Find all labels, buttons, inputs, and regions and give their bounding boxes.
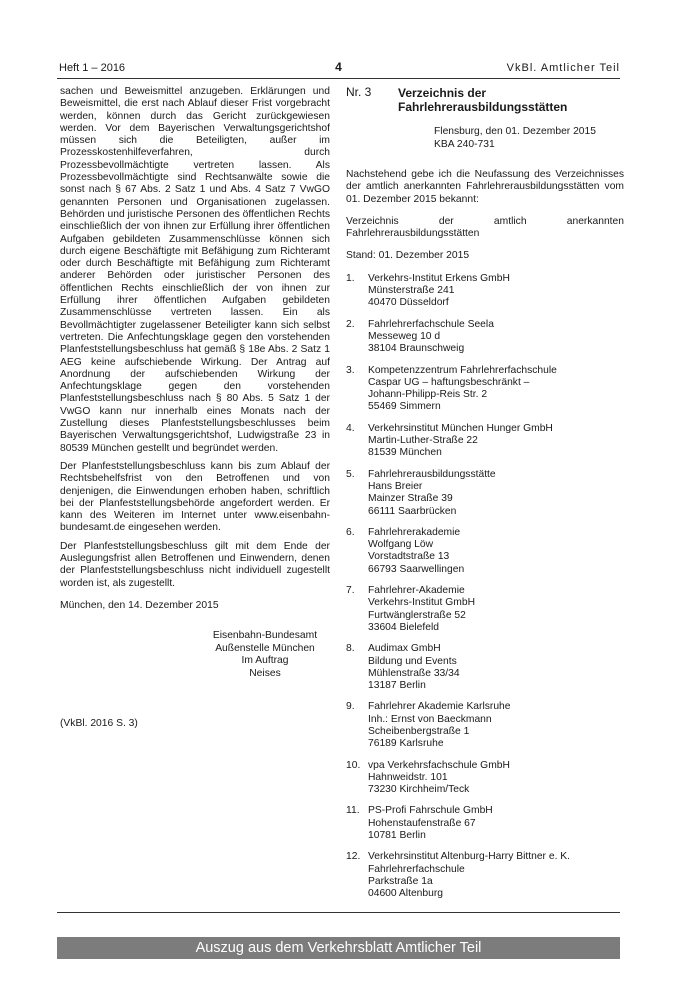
page-number: 4 [335, 60, 342, 74]
footer-banner: Auszug aus dem Verkehrsblatt Amtlicher Teil [57, 937, 620, 959]
list-item [346, 273, 624, 310]
list-item [346, 805, 624, 842]
address-line: Fahrlehrerausbildungsstätte [368, 468, 496, 480]
list-item-number: 11. [346, 805, 360, 817]
list-item-number: 2. [346, 318, 355, 330]
place-date-block [434, 126, 624, 151]
address-line: Hahnweidstr. 101 [368, 771, 448, 783]
address-line: Bildung und Events [368, 655, 457, 667]
address-line: 33604 Bielefeld [368, 621, 439, 633]
list-item [346, 365, 624, 414]
right-column [346, 86, 624, 910]
list-item [346, 760, 624, 797]
address-line: Mainzer Straße 39 [368, 493, 453, 505]
address-line: Parkstraße 1a [368, 875, 433, 887]
journal-name: VkBl. Amtlicher Teil [506, 62, 620, 74]
list-item [346, 527, 624, 576]
address-line: vpa Verkehrsfachschule GmbH [368, 759, 510, 771]
address-line: 66111 Saarbrücken [368, 505, 457, 517]
intro-text: Nachstehend gebe ich die Neufassung des Verzeichnisses der amtlich anerkannten Fahrlehrerausbildungsstätten vom 01. Dezember 2015 bekannt: [346, 169, 624, 205]
address-line: 40470 Düsseldorf [368, 297, 449, 309]
list-item-number: 9. [346, 701, 355, 713]
notice-heading [346, 86, 624, 116]
address-line: Hohenstaufenstraße 67 [368, 817, 476, 829]
list-item [346, 585, 624, 634]
list-item-number: 10. [346, 759, 361, 771]
address-line: Verkehrsinstitut München Hunger GmbH [368, 422, 553, 434]
address-line: Scheibenbergstraße 1 [368, 725, 470, 737]
signature-office: Außenstelle München [215, 642, 315, 654]
paragraph-1: sachen und Beweismittel anzugeben. Erklärungen und Beweismittel, die erst nach Ablauf dieser Frist vorgebracht werden, können durch das Gericht zurückgewiesen werden. Vor dem Bayerischen Verwaltungsgerichtshof müssen sich die Beteiligten, außer im Prozesskostenhilfeverfahren, durch Prozessbevollmächtigte vertreten lassen. Als Prozessbevollmächtigte sind Rechtsanwälte sowie die sonst nach § 67 Abs. 2 Satz 1 und Abs. 4 Satz 7 VwGO genannten Personen und Organisationen zugelassen. Behörden und juristische Personen des öffentlichen Rechts einschließlich der von ihnen zur Erfüllung ihrer öffentlichen Aufgaben gebildeten Zusammenschlüsse können sich durch eigene Beschäftigte mit Befähigung zum Richteramt oder durch Beschäftigte mit Befähigung zum Richteramt anderer Behörden oder juristischer Personen des öffentlichen Rechts einschließlich der von ihnen zur Erfüllung ihrer öffentlichen Aufgaben gebildeten Zusammenschlüsse vertreten lassen. Ein als Bevollmächtigter zugelassener Beteiligter kann sich selbst vertreten. Die Anfechtungsklage gegen den vorstehenden Planfeststellungsbeschluss hat gemäß § 18e Abs. 2 Satz 1 AEG keine aufschiebende Wirkung. Der Antrag auf Anordnung der aufschiebenden Wirkung der Anfechtungsklage gegen den vorstehenden Planfeststellungsbeschluss nach § 80 Abs. 5 Satz 1 der VwGO kann nur innerhalb eines Monats nach der Zustellung dieses Planfeststellungsbeschlusses beim Bayerischen Verwaltungsgerichtshof, Ludwigstraße 23 in 80539 München gestellt und begründet werden. [60, 86, 330, 454]
address-line: 76189 Karlsruhe [368, 738, 444, 750]
address-line: Fahrlehrerakademie [368, 526, 461, 538]
address-line: Fahrlehrer-Akademie [368, 585, 465, 597]
address-line: Furtwänglerstraße 52 [368, 609, 466, 621]
list-item [346, 851, 624, 900]
list-item-number: 12. [346, 851, 361, 863]
list-item [346, 469, 624, 518]
address-line: 10781 Berlin [368, 830, 426, 842]
address-line: 73230 Kirchheim/Teck [368, 784, 470, 796]
institution-list [346, 273, 624, 901]
address-line: 81539 München [368, 447, 442, 459]
address-line: PS-Profi Fahrschule GmbH [368, 805, 493, 817]
address-line: Verkehrsinstitut Altenburg-Harry Bittner e. K. [368, 851, 571, 863]
address-line: Inh.: Ernst von Baeckmann [368, 713, 492, 725]
footer-divider [57, 912, 620, 913]
paragraph-3: Der Planfeststellungsbeschluss gilt mit dem Ende der Auslegungsfrist allen Betroffenen und Einwendern, denen der Planfeststellungsbeschluss nicht individuell zugestellt worden ist, als zugestellt. [60, 540, 330, 589]
list-item-number: 5. [346, 468, 355, 480]
list-item-number: 7. [346, 585, 355, 597]
address-line: 66793 Saarwellingen [368, 563, 465, 575]
list-item [346, 701, 624, 750]
address-line: Verkehrs-Institut GmbH [368, 597, 476, 609]
address-line: Münsterstraße 241 [368, 285, 455, 297]
list-item-number: 6. [346, 526, 355, 538]
list-item-number: 1. [346, 272, 355, 284]
list-item [346, 643, 624, 692]
list-item-number: 3. [346, 364, 355, 376]
address-line: Verkehrs-Institut Erkens GmbH [368, 272, 510, 284]
address-line: 38104 Braunschweig [368, 343, 465, 355]
address-line: Caspar UG – haftungsbeschränkt – [368, 376, 530, 388]
address-line: Fahrlehrerfachschule Seela [368, 318, 494, 330]
address-line: Johann-Philipp-Reis Str. 2 [368, 389, 488, 401]
signature-block [200, 630, 330, 680]
address-line: 55469 Simmern [368, 401, 441, 413]
list-item-number: 4. [346, 422, 355, 434]
address-line: Fahrlehrer Akademie Karlsruhe [368, 701, 511, 713]
address-line: Kompetenzzentrum Fahrlehrerfachschule [368, 364, 557, 376]
signature-authority: Eisenbahn-Bundesamt [212, 630, 318, 642]
left-column [60, 86, 330, 730]
notice-title: Verzeichnis der Fahrlehrerausbildungsstätten [398, 86, 568, 114]
address-line: Hans Breier [368, 480, 423, 492]
address-line: 04600 Altenburg [368, 888, 444, 900]
list-item [346, 319, 624, 356]
stand-date: Stand: 01. Dezember 2015 [346, 250, 470, 262]
date-line: München, den 14. Dezember 2015 [60, 599, 219, 611]
address-line: Martin-Luther-Straße 22 [368, 435, 478, 447]
notice-number: Nr. 3 [346, 85, 372, 99]
address-line: Messeweg 10 d [368, 330, 441, 342]
list-item [346, 423, 624, 460]
paragraph-2: Der Planfeststellungsbeschluss kann bis zum Ablauf der Rechtsbehelfsfrist von den Betroffenen und von denjenigen, die Einwendungen erhoben haben, schriftlich bei der Planfeststellungsbehörde angefordert werden. Er kann des Weiteren im Internet unter www.eisenbahn-bundesamt.de eingesehen werden. [60, 460, 330, 534]
address-line: Mühlenstraße 33/34 [368, 667, 460, 679]
address-line: Audimax GmbH [368, 643, 441, 655]
publication-reference: (VkBl. 2016 S. 3) [60, 718, 138, 730]
place-date: Flensburg, den 01. Dezember 2015 [434, 126, 596, 137]
signature-mandate: Im Auftrag [241, 655, 289, 667]
address-line: Wolfgang Löw [368, 539, 434, 551]
issue-label: Heft 1 – 2016 [59, 62, 126, 74]
list-item-number: 8. [346, 643, 355, 655]
list-subtitle: Verzeichnis der amtlich anerkannten Fahrlehrerausbildungsstätten [346, 215, 624, 240]
signature-name: Neises [249, 667, 281, 679]
address-line: Fahrlehrerfachschule [368, 863, 465, 875]
page-header [57, 58, 620, 79]
address-line: 13187 Berlin [368, 680, 426, 692]
file-reference: KBA 240-731 [434, 138, 495, 150]
address-line: Vorstadtstraße 13 [368, 551, 450, 563]
